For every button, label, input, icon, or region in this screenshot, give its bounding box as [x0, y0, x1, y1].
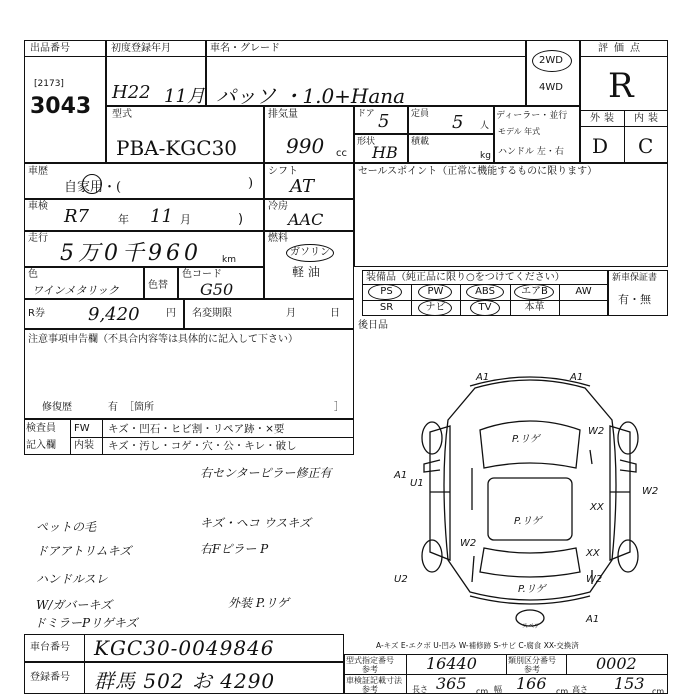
- car-diagram: [380, 360, 680, 630]
- mark-pmig-roof: P.リゲ: [514, 516, 542, 527]
- equip-aw: AW: [575, 286, 592, 297]
- lot-small: [2173]: [34, 79, 64, 89]
- inspection-month: 11: [150, 206, 173, 227]
- inspection-label: 車検: [28, 201, 48, 212]
- mark-xx-right-door: XX: [590, 502, 604, 513]
- remark-1: 右センターピラー修正有: [200, 466, 332, 480]
- equip-leather: 本革: [524, 302, 545, 313]
- load-label: 積載: [411, 137, 430, 147]
- mark-spare: スペア: [522, 623, 541, 630]
- sales-point-box: [354, 163, 668, 267]
- remark-3: ドアアトリムキズ: [36, 544, 132, 558]
- type-designation-value: 16440: [426, 654, 477, 673]
- drive-4wd: 4WD: [539, 82, 563, 93]
- inspector-fw: FW: [74, 423, 90, 434]
- history-close: ): [248, 176, 254, 191]
- remark-2: ペットの毛: [36, 520, 97, 534]
- mark-pmig-rear: P.リゲ: [518, 584, 546, 595]
- name-change-label: 名変期限: [192, 308, 232, 319]
- mark-a1-rear: A1: [586, 614, 600, 625]
- width-value: 166: [516, 674, 547, 693]
- fuel-label: 燃料: [268, 233, 288, 244]
- remark-5: W/ガバーキズ: [36, 598, 113, 612]
- door-value: 5: [378, 111, 390, 132]
- repair-place: ［箇所: [124, 402, 154, 413]
- damage-legend: A-キズ E-エクボ U-凹み W-補修跡 S-サビ C-腐食 XX-交換済: [376, 641, 579, 650]
- mark-w2-right-rear: W2: [586, 574, 603, 585]
- remark-4: ハンドルスレ: [36, 572, 108, 586]
- width-label: 幅: [494, 685, 502, 694]
- name-label: 車名・グレード: [210, 43, 280, 54]
- handle-label: ハンドル 左・右: [498, 147, 564, 157]
- kg-unit: kg: [480, 151, 491, 161]
- length-value: 365: [436, 674, 467, 693]
- color-code-label: 色コード: [182, 269, 222, 280]
- color-code-value: G50: [200, 280, 234, 299]
- inspector-row-2: キズ・汚し・コゲ・穴・公・キレ・破し: [108, 440, 297, 452]
- mark-w2-right-side: W2: [642, 486, 659, 497]
- repair-value: 有: [108, 402, 118, 413]
- inspection-year: R7: [64, 206, 90, 227]
- year-unit: 年: [118, 213, 129, 226]
- history-value: 自家用・(: [64, 180, 122, 195]
- equip-ps: PS: [380, 286, 393, 297]
- remark-6: ドミラーPリゲキズ: [34, 616, 138, 630]
- km-unit: km: [222, 255, 236, 265]
- cc-unit: cc: [336, 148, 347, 159]
- remark-8: 右Fピラー P: [200, 542, 269, 556]
- inspector-label-2: 記入欄: [26, 440, 56, 451]
- type-designation-label: 型式指定番号: [346, 656, 394, 665]
- height-label: 高さ: [572, 685, 588, 694]
- equip-abs: ABS: [475, 286, 495, 297]
- notes-label: 注意事項申告欄（不具合内容等は具体的に記入して下さい）: [28, 334, 298, 345]
- month-unit: 月: [180, 213, 191, 226]
- recycle-label: R券: [28, 308, 45, 319]
- model-value: PBA-KGC30: [116, 136, 238, 160]
- dealer-label: ディーラー・並行: [496, 111, 568, 121]
- height-cm: cm: [652, 687, 665, 696]
- color-change-label: 色替: [148, 280, 168, 291]
- warranty-label: 新車保証書: [612, 273, 658, 283]
- repair-label: 修復歴: [42, 402, 72, 413]
- mark-pmig-hood: P.リゲ: [512, 434, 540, 445]
- shift-value: AT: [290, 176, 315, 197]
- mark-w2-left-rear: W2: [460, 538, 477, 549]
- inspector-interior: 内装: [74, 440, 94, 451]
- class-label: 類別区分番号: [508, 656, 556, 665]
- interior-grade: C: [638, 134, 654, 158]
- first-reg-year: H22: [112, 82, 151, 103]
- mileage-label: 走行: [28, 233, 48, 244]
- inspector-row-1: キズ・凹石・ヒビ割・リペア跡・×要: [108, 423, 285, 435]
- car-name: パッソ ・1.0+Hana: [216, 84, 406, 108]
- equip-navi: ナビ: [425, 302, 446, 313]
- ac-value: AAC: [288, 210, 324, 229]
- length-cm: cm: [476, 687, 489, 696]
- ac-label: 冷房: [268, 201, 288, 212]
- color-value: ワインメタリック: [32, 284, 119, 297]
- displacement-value: 990: [286, 134, 325, 158]
- first-reg-month: 11月: [164, 86, 205, 107]
- model-year-label: モデル 年式: [498, 127, 541, 136]
- height-value: 153: [614, 674, 645, 693]
- width-cm: cm: [556, 687, 569, 696]
- color-label: 色: [28, 269, 38, 280]
- equip-pw: PW: [427, 286, 444, 297]
- grade-value: R: [608, 66, 634, 106]
- lot-number: 3043: [30, 94, 92, 119]
- mark-a1-left: A1: [394, 470, 408, 481]
- sales-point-label: セールスポイント（正常に機能するものに限ります）: [358, 166, 598, 177]
- grade-label: 評価点: [598, 43, 646, 54]
- seats-value: 5: [452, 112, 464, 133]
- mark-u2-left-rear: U2: [394, 574, 408, 585]
- type-designation-sub: 参考: [362, 665, 378, 674]
- nc-day: 日: [330, 308, 340, 319]
- class-sub: 参考: [524, 665, 540, 674]
- yen-unit: 円: [166, 308, 176, 319]
- length-label: 長さ: [412, 685, 428, 694]
- shape-value: HB: [372, 143, 398, 162]
- history-box: [24, 163, 264, 199]
- registration-label: 登録番号: [30, 672, 70, 683]
- dimensions-label: 車検証記載寸法: [346, 676, 402, 685]
- first-reg-label: 初度登録年月: [111, 43, 171, 54]
- history-label: 車歴: [28, 166, 48, 177]
- fuel-diesel: 軽 油: [292, 265, 320, 279]
- equip-airbag: エアB: [521, 286, 548, 297]
- seats-unit: 人: [480, 121, 490, 131]
- dimensions-sub: 参考: [362, 685, 378, 694]
- mark-xx-right-rear: XX: [586, 548, 600, 559]
- exterior-label: 外装: [590, 113, 618, 124]
- fuel-gas: ガソリン: [290, 247, 330, 258]
- seats-label: 定員: [411, 109, 430, 119]
- model-label: 型式: [112, 109, 132, 120]
- displacement-label: 排気量: [268, 109, 298, 120]
- recycle-value: 9,420: [88, 304, 140, 325]
- lot-label: 出品番号: [30, 43, 70, 54]
- chassis-label: 車台番号: [30, 642, 70, 653]
- mark-u1-left: U1: [410, 478, 424, 489]
- registration-value: 群馬 502 お 4290: [94, 669, 276, 693]
- mark-w2-front-right: W2: [588, 426, 605, 437]
- remark-7: キズ・ヘコ ウスキズ: [200, 516, 311, 530]
- equip-tv: TV: [478, 302, 492, 313]
- remark-9: 外装 P.リゲ: [228, 596, 290, 610]
- mark-a1-front-right: A1: [570, 372, 584, 383]
- repair-close: ］: [334, 402, 344, 413]
- later-date-label: 後日品: [358, 320, 388, 331]
- class-value: 0002: [596, 654, 637, 673]
- warranty-value: 有・無: [618, 293, 651, 306]
- equip-sr: SR: [379, 302, 394, 313]
- mileage-value: 5万0千960: [60, 241, 202, 266]
- equipment-label: 装備品（純正品に限り○をつけてください）: [366, 272, 565, 283]
- chassis-value: KGC30-0049846: [94, 636, 275, 660]
- exterior-grade: D: [592, 134, 609, 158]
- shift-label: シフト: [268, 166, 298, 177]
- inspector-label-1: 検査員: [26, 423, 56, 434]
- inspection-box: [24, 199, 264, 231]
- door-label: ドア: [357, 109, 375, 119]
- drive-2wd: 2WD: [539, 55, 563, 66]
- interior-label: 内装: [634, 113, 662, 124]
- shape-label: 形状: [357, 137, 376, 147]
- mark-a1-front-left: A1: [476, 372, 490, 383]
- nc-month: 月: [286, 308, 296, 319]
